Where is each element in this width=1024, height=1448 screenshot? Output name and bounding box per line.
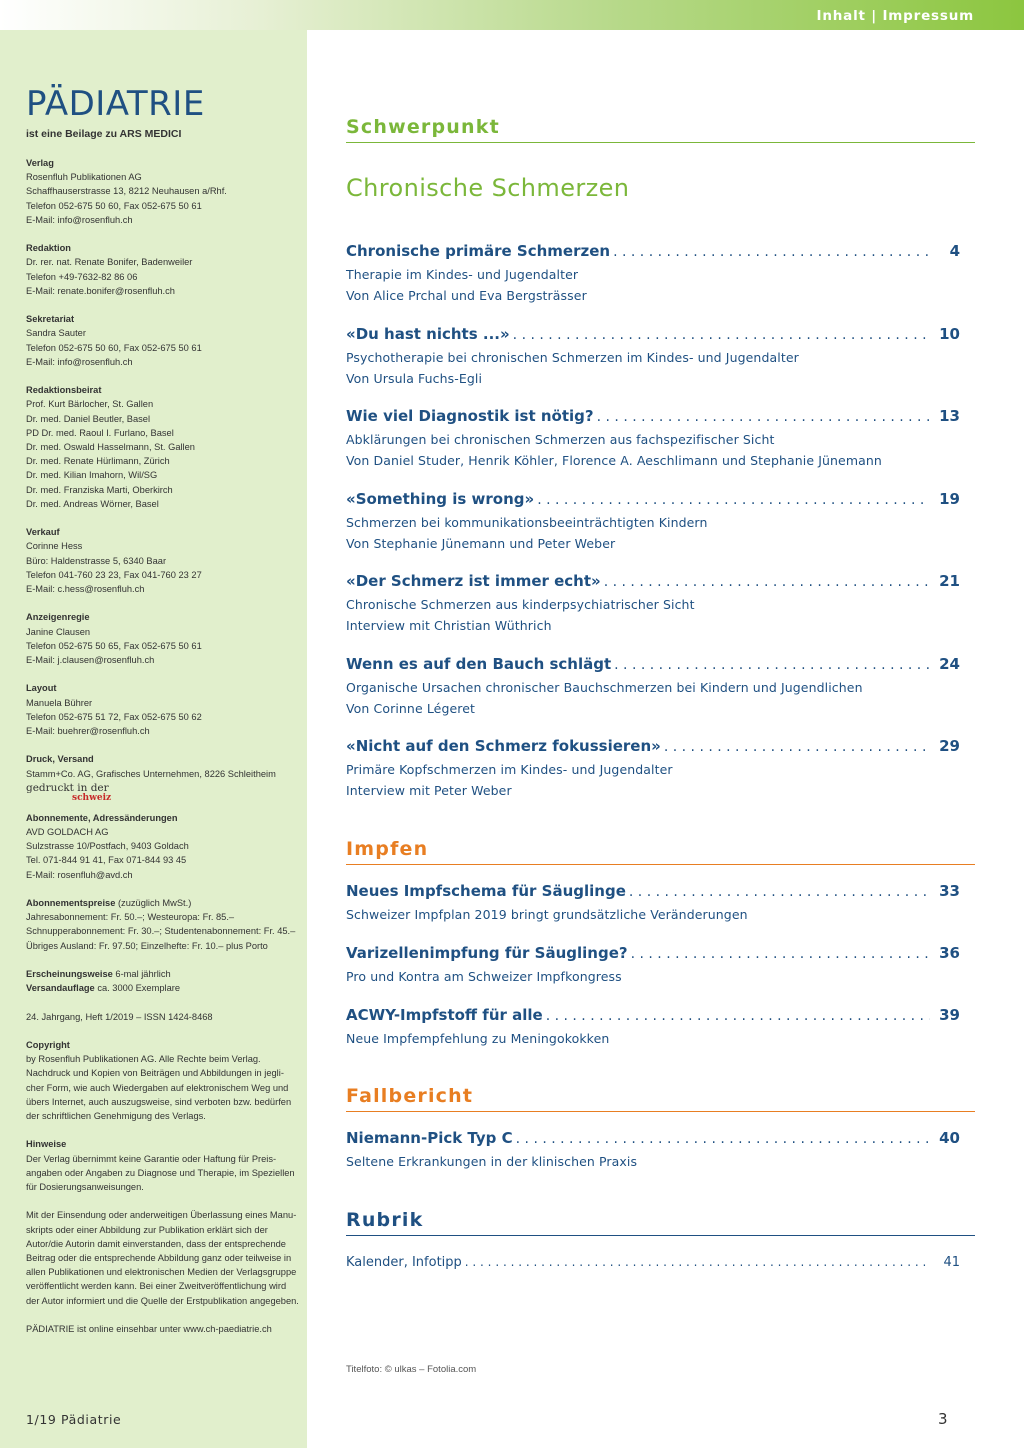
toc-entry-page: 19 [939, 490, 960, 508]
swiss-print-logo-text: gedruckt in der [26, 781, 109, 794]
imprint-line: Manuela Bührer [26, 697, 93, 708]
toc-entry[interactable] [346, 1129, 960, 1172]
imprint-line: Janine Clausen [26, 626, 91, 637]
toc-entry-row [346, 1255, 960, 1277]
imprint-line: der schriftlichen Genehmigung des Verlags. [26, 1111, 206, 1122]
imprint-label: Versandauflage [26, 983, 95, 994]
toc-entry[interactable] [346, 944, 960, 987]
toc-entry-row [346, 572, 960, 594]
toc-entry[interactable] [346, 242, 960, 306]
toc-entry-page: 10 [939, 325, 960, 343]
toc-entry-title[interactable]: «Der Schmerz ist immer echt» [346, 572, 601, 590]
imprint-line: Telefon 052-675 51 72, Fax 052-675 50 62 [26, 711, 202, 722]
imprint-title: Abonnemente, Adressänderungen [26, 812, 178, 823]
imprint-line: Tel. 071-844 91 41, Fax 071-844 93 45 [26, 855, 187, 866]
imprint-line: Rosenfluh Publikationen AG [26, 172, 142, 183]
imprint-line: Telefon 052-675 50 60, Fax 052-675 50 61 [26, 342, 202, 353]
imprint-line: E-Mail: info@rosenfluh.ch [26, 214, 133, 225]
imprint-line: E-Mail: c.hess@rosenfluh.ch [26, 584, 145, 595]
toc-entry-title[interactable]: «Nicht auf den Schmerz fokussieren» [346, 737, 661, 755]
imprint-title-suffix: (zuzüglich MwSt.) [115, 898, 192, 909]
imprint-line: Stamm+Co. AG, Grafisches Unternehmen, 8226 Schleitheim [26, 768, 276, 779]
imprint-copyright [26, 1038, 304, 1123]
toc-entry-subtitle: Schmerzen bei kommunikationsbeeinträchtigten Kindern [346, 515, 708, 530]
swiss-print-logo-text: schweiz [72, 792, 112, 803]
header-label: Inhalt | Impressum [816, 8, 974, 24]
imprint-line: AVD GOLDACH AG [26, 827, 109, 838]
imprint-line: E-Mail: buehrer@rosenfluh.ch [26, 726, 150, 737]
toc-entry-subtitle: Psychotherapie bei chronischen Schmerzen im Kindes- und Jugendalter [346, 350, 799, 365]
toc-entry-title[interactable]: ACWY-Impfstoff für alle [346, 1006, 543, 1024]
imprint-layout [26, 681, 304, 738]
leader-dots [597, 409, 930, 425]
toc-entry-title[interactable]: Neues Impfschema für Säuglinge [346, 882, 626, 900]
toc-entry-page: 40 [939, 1129, 960, 1147]
imprint-value: 6-mal jährlich [112, 969, 171, 980]
magazine-tagline: ist eine Beilage zu ARS MEDICI [26, 128, 182, 140]
imprint-abo [26, 811, 304, 882]
leader-dots [546, 1008, 930, 1024]
imprint-beirat [26, 383, 304, 511]
imprint-line: PD Dr. med. Raoul I. Furlano, Basel [26, 427, 174, 438]
toc-entry-title[interactable]: Wenn es auf den Bauch schlägt [346, 655, 612, 673]
imprint-einsendung [26, 1208, 304, 1307]
imprint-online [26, 1322, 304, 1336]
imprint-title: Layout [26, 683, 57, 694]
imprint-line: Beitrag oder die entsprechende Abbildung ganz oder teilweise in [26, 1253, 292, 1264]
toc-entry-page: 21 [939, 572, 960, 590]
toc-entry-row [346, 407, 960, 429]
imprint-line: übers Internet, auch auszugsweise, sind verboten bzw. bedürfen [26, 1096, 292, 1107]
imprint-line: by Rosenfluh Publikationen AG. Alle Rechte beim Verlag. [26, 1054, 261, 1065]
imprint-line: veröffentlicht werden kann. Bei einer Zweitveröffentlichung wird [26, 1281, 287, 1292]
toc-entry[interactable] [346, 407, 960, 471]
imprint-line: Dr. med. Andreas Wörner, Basel [26, 498, 159, 509]
imprint-line: Telefon 041-760 23 23, Fax 041-760 23 27 [26, 569, 202, 580]
toc-entry-title[interactable]: Chronische primäre Schmerzen [346, 242, 611, 260]
toc-entry-title[interactable]: Varizellenimpfung für Säuglinge? [346, 944, 628, 962]
imprint-hinweise [26, 1137, 304, 1194]
toc-entry[interactable] [346, 490, 960, 554]
imprint-title: Redaktion [26, 243, 71, 254]
imprint-line: Dr. med. Oswald Hasselmann, St. Gallen [26, 442, 195, 453]
imprint-line: Büro: Haldenstrasse 5, 6340 Baar [26, 555, 167, 566]
section-rubrik [346, 1208, 975, 1236]
imprint-sekretariat [26, 312, 304, 369]
imprint-verlag [26, 156, 304, 227]
imprint-line: Schnupperabonnement: Fr. 30.–; Studentenabonnement: Fr. 45.– [26, 926, 296, 937]
leader-dots [631, 946, 930, 962]
toc-entry-author: Von Daniel Studer, Henrik Köhler, Florence A. Aeschlimann und Stephanie Jünemann [346, 453, 882, 468]
photo-credit: Titelfoto: © ulkas – Fotolia.com [346, 1364, 477, 1375]
leader-dots [613, 244, 930, 260]
swiss-print-logo [26, 781, 304, 805]
toc-entry-subtitle: Seltene Erkrankungen in der klinischen Praxis [346, 1154, 638, 1169]
imprint-value: ca. 3000 Exemplare [94, 983, 181, 994]
magazine-logo: PÄDIATRIE [26, 84, 205, 124]
imprint-title: Verkauf [26, 527, 60, 538]
toc-entry-page: 29 [939, 737, 960, 755]
imprint-line: Der Verlag übernimmt keine Garantie oder Haftung für Preis- [26, 1153, 277, 1164]
toc-entry-page: 41 [943, 1255, 960, 1270]
toc-entry[interactable] [346, 1006, 960, 1049]
imprint-line: Telefon 052-675 50 65, Fax 052-675 50 61 [26, 640, 202, 651]
toc-entry-title[interactable]: «Something is wrong» [346, 490, 535, 508]
toc-entry-subtitle: Neue Impfempfehlung zu Meningokokken [346, 1031, 610, 1046]
imprint-title [26, 896, 304, 910]
imprint-title-bold: Abonnementspreise [26, 898, 116, 909]
imprint-line: Mit der Einsendung oder anderweitigen Überlassung eines Manu- [26, 1210, 297, 1221]
toc-entry[interactable] [346, 655, 960, 719]
toc-entry-page: 36 [939, 944, 960, 962]
toc-entry-row [346, 655, 960, 677]
imprint-title: Druck, Versand [26, 754, 94, 765]
toc-entry-row [346, 1006, 960, 1028]
section-fallbericht [346, 1084, 975, 1112]
leader-dots [629, 884, 930, 900]
toc-entry-title[interactable]: Wie viel Diagnostik ist nötig? [346, 407, 594, 425]
section-title: Rubrik [346, 1209, 424, 1231]
imprint-preise [26, 896, 304, 953]
toc-entry-page: 13 [939, 407, 960, 425]
imprint-line: allen Publikationen und elektronischen Medien der Verlagsgruppe [26, 1267, 297, 1278]
toc-entry-author: Von Stephanie Jünemann und Peter Weber [346, 536, 616, 551]
toc-entry-author: Von Ursula Fuchs-Egli [346, 371, 483, 386]
imprint-line: Dr. rer. nat. Renate Bonifer, Badenweiler [26, 257, 193, 268]
toc-entry-row [346, 1129, 960, 1151]
toc-entry[interactable] [346, 1255, 960, 1277]
imprint-line: cher Form, wie auch Wiedergaben auf elektronischem Weg und [26, 1082, 289, 1093]
imprint-line: E-Mail: renate.bonifer@rosenfluh.ch [26, 285, 175, 296]
imprint-line: der Autor informiert und die Quelle der Erstpublikation angegeben. [26, 1295, 299, 1306]
toc-entry-subtitle: Primäre Kopfschmerzen im Kindes- und Jugendalter [346, 762, 673, 777]
imprint-line: Schaffhauserstrasse 13, 8212 Neuhausen a/Rhf. [26, 186, 227, 197]
leader-dots [537, 492, 930, 508]
leader-dots [465, 1255, 930, 1269]
toc-entry-row [346, 882, 960, 904]
toc-entry-subtitle: Pro und Kontra am Schweizer Impfkongress [346, 969, 622, 984]
imprint-line: angaben oder Angaben zu Diagnose und Therapie, im Speziellen [26, 1167, 295, 1178]
imprint-title: Copyright [26, 1040, 70, 1051]
toc-entry-author: Interview mit Christian Wüthrich [346, 618, 552, 633]
imprint-line: Autor/die Autorin damit einverstanden, dass der entsprechende [26, 1238, 286, 1249]
imprint-anzeigen [26, 610, 304, 667]
imprint-line: E-Mail: info@rosenfluh.ch [26, 356, 133, 367]
imprint-erscheinung [26, 967, 304, 995]
section-title: Schwerpunkt [346, 116, 500, 138]
imprint-line: 24. Jahrgang, Heft 1/2019 – ISSN 1424-8468 [26, 1011, 213, 1022]
toc-entry-page: 39 [939, 1006, 960, 1024]
imprint-title: Hinweise [26, 1139, 67, 1150]
toc-entry-subtitle: Schweizer Impfplan 2019 bringt grundsätzliche Veränderungen [346, 907, 748, 922]
imprint-line: Corinne Hess [26, 541, 83, 552]
toc-entry-author: Von Alice Prchal und Eva Bergsträsser [346, 288, 587, 303]
toc-entry-subtitle: Therapie im Kindes- und Jugendalter [346, 267, 579, 282]
imprint-line: Dr. med. Kilian Imahorn, Wil/SG [26, 470, 158, 481]
imprint-line [26, 981, 304, 995]
imprint-line: Telefon +49-7632-82 86 06 [26, 271, 138, 282]
imprint-title: Redaktionsbeirat [26, 385, 102, 396]
imprint-title: Verlag [26, 158, 54, 168]
toc-entry-subtitle: Abklärungen bei chronischen Schmerzen aus fachspezifischer Sicht [346, 432, 775, 447]
focus-title: Chronische Schmerzen [346, 174, 630, 202]
section-title: Impfen [346, 838, 429, 860]
toc-entry-row [346, 490, 960, 512]
imprint [26, 156, 304, 1350]
toc-entry-title[interactable]: Kalender, Infotipp [346, 1255, 462, 1270]
toc-entry-author: Interview mit Peter Weber [346, 783, 512, 798]
section-title: Fallbericht [346, 1085, 474, 1107]
toc-entry-page: 33 [939, 882, 960, 900]
toc-entry-row [346, 242, 960, 264]
imprint-line: Telefon 052-675 50 60, Fax 052-675 50 61 [26, 200, 202, 211]
toc-entry-page: 24 [939, 655, 960, 673]
toc-entry-row [346, 325, 960, 347]
imprint-line: Nachdruck und Kopien von Beiträgen und Abbildungen in jegli- [26, 1068, 284, 1079]
toc-entry-title[interactable]: Niemann-Pick Typ C [346, 1129, 513, 1147]
toc-entry-row [346, 944, 960, 966]
toc-entry[interactable] [346, 737, 960, 801]
imprint-line: Sulzstrasse 10/Postfach, 9403 Goldach [26, 841, 189, 852]
section-schwerpunkt [346, 115, 975, 143]
leader-dots [516, 1131, 930, 1147]
leader-dots [513, 327, 930, 343]
toc-entry[interactable] [346, 572, 960, 636]
toc-entry-page: 4 [949, 242, 960, 260]
imprint-line: Prof. Kurt Bärlocher, St. Gallen [26, 399, 154, 410]
imprint-line: Dr. med. Daniel Beutler, Basel [26, 413, 151, 424]
toc-entry-title[interactable]: «Du hast nichts ...» [346, 325, 510, 343]
toc-entry[interactable] [346, 882, 960, 925]
imprint-line: Dr. med. Franziska Marti, Oberkirch [26, 484, 173, 495]
toc-entry-subtitle: Organische Ursachen chronischer Bauchschmerzen bei Kindern und Jugendlichen [346, 680, 863, 695]
section-impfen [346, 837, 975, 865]
imprint-line [26, 967, 304, 981]
imprint-line: für Dosierungsanweisungen. [26, 1182, 144, 1193]
imprint-redaktion [26, 241, 304, 298]
imprint-druck [26, 752, 304, 804]
imprint-jahrgang [26, 1010, 304, 1024]
toc-entry-subtitle: Chronische Schmerzen aus kinderpsychiatrischer Sicht [346, 597, 695, 612]
toc-entry[interactable] [346, 325, 960, 389]
imprint-line: PÄDIATRIE ist online einsehbar unter www.ch-paediatrie.ch [26, 1324, 272, 1335]
imprint-line: Jahresabonnement: Fr. 50.–; Westeuropa: Fr. 85.– [26, 912, 235, 923]
imprint-label: Erscheinungsweise [26, 969, 113, 980]
imprint-line: E-Mail: j.clausen@rosenfluh.ch [26, 655, 155, 666]
imprint-line: Übriges Ausland: Fr. 97.50; Einzelhefte: Fr. 10.– plus Porto [26, 940, 268, 951]
imprint-title: Anzeigenregie [26, 612, 90, 623]
imprint-line: Sandra Sauter [26, 328, 86, 339]
toc-entry-row [346, 737, 960, 759]
imprint-line: Dr. med. Renate Hürlimann, Zürich [26, 456, 170, 467]
page-number: 3 [938, 1410, 948, 1428]
leader-dots [614, 657, 930, 673]
issue-footer: 1/19 Pädiatrie [26, 1412, 122, 1427]
imprint-title: Sekretariat [26, 314, 75, 325]
header-bar [0, 0, 1024, 30]
leader-dots [604, 574, 930, 590]
imprint-line: skripts oder einer Abbildung zur Publikation erklärt sich der [26, 1224, 268, 1235]
toc-entry-author: Von Corinne Légeret [346, 701, 476, 716]
imprint-line: E-Mail: rosenfluh@avd.ch [26, 869, 133, 880]
leader-dots [664, 739, 930, 755]
imprint-verkauf [26, 525, 304, 596]
